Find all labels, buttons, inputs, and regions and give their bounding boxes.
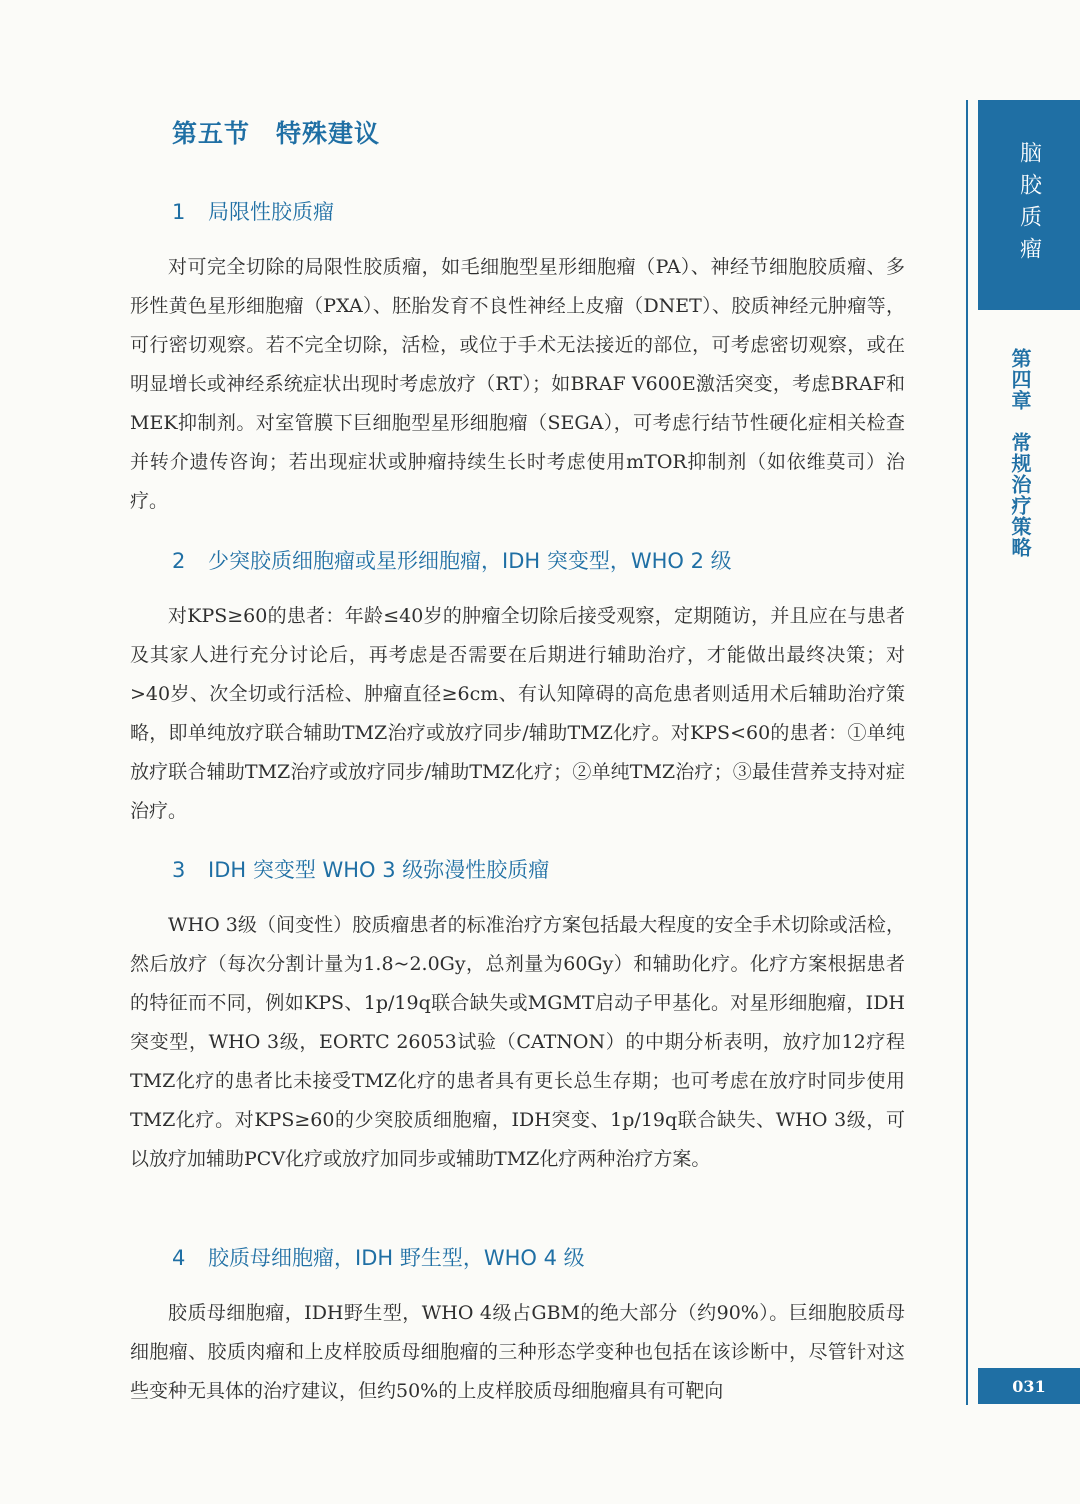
page-number: 031 bbox=[978, 1368, 1080, 1404]
subsection-title: 胶质母细胞瘤，IDH 野生型，WHO 4 级 bbox=[208, 1246, 585, 1270]
section-title: 第五节 特殊建议 bbox=[172, 119, 381, 148]
subsection-heading-4 bbox=[172, 1242, 585, 1272]
subsection-title: 少突胶质细胞瘤或星形细胞瘤，IDH 突变型，WHO 2 级 bbox=[208, 549, 732, 573]
side-tab-title: 脑胶质瘤 bbox=[1016, 141, 1042, 269]
subsection-number: 3 bbox=[172, 858, 186, 882]
subsection-title: IDH 突变型 WHO 3 级弥漫性胶质瘤 bbox=[208, 858, 550, 882]
subsection-heading-3 bbox=[172, 854, 549, 884]
subsection-heading-1 bbox=[172, 196, 334, 226]
side-tab bbox=[978, 100, 1080, 310]
paragraph-3: WHO 3级（间变性）胶质瘤患者的标准治疗方案包括最大程度的安全手术切除或活检，然后放疗（每次分割计量为1.8~2.0Gy，总剂量为60Gy）和辅助化疗。化疗方案根据患者的特征而不同，例如KPS、1p/19q联合缺失或MGMT启动子甲基化。对星形细胞瘤，IDH突变型，WHO 3级，EORTC 26053试验（CATNON）的中期分析表明，放疗加12疗程TMZ化疗的患者比未接受TMZ化疗的患者具有更长总生存期；也可考虑在放疗时同步使用TMZ化疗。对KPS≥60的少突胶质细胞瘤，IDH突变、1p/19q联合缺失、WHO 3级，可以放疗加辅助PCV化疗或放疗加同步或辅助TMZ化疗两种治疗方案。 bbox=[130, 914, 905, 1170]
margin-rule bbox=[966, 100, 968, 1405]
subsection-number: 1 bbox=[172, 200, 186, 224]
subsection-number: 2 bbox=[172, 549, 186, 573]
subsection-number: 4 bbox=[172, 1246, 186, 1270]
chapter-label: 第四章 常规治疗策略 bbox=[1008, 348, 1032, 558]
paragraph-1: 对可完全切除的局限性胶质瘤，如毛细胞型星形细胞瘤（PA）、神经节细胞胶质瘤、多形性黄色星形细胞瘤（PXA）、胚胎发育不良性神经上皮瘤（DNET）、胶质神经元肿瘤等，可行密切观察。若不完全切除，活检，或位于手术无法接近的部位，可考虑密切观察，或在明显增长或神经系统症状出现时考虑放疗（RT）；如BRAF V600E激活突变，考虑BRAF和MEK抑制剂。对室管膜下巨细胞型星形细胞瘤（SEGA），可考虑行结节性硬化症相关检查并转介遗传咨询；若出现症状或肿瘤持续生长时考虑使用mTOR抑制剂（如依维莫司）治疗。 bbox=[130, 256, 905, 512]
paragraph-4: 胶质母细胞瘤，IDH野生型，WHO 4级占GBM的绝大部分（约90%）。巨细胞胶质母细胞瘤、胶质肉瘤和上皮样胶质母细胞瘤的三种形态学变种也包括在该诊断中，尽管针对这些变种无具体的治疗建议，但约50%的上皮样胶质母细胞瘤具有可靶向 bbox=[130, 1302, 905, 1402]
paragraph-2: 对KPS≥60的患者：年龄≤40岁的肿瘤全切除后接受观察，定期随访，并且应在与患者及其家人进行充分讨论后，再考虑是否需要在后期进行辅助治疗，才能做出最终决策；对>40岁、次全切或行活检、肿瘤直径≥6cm、有认知障碍的高危患者则适用术后辅助治疗策略，即单纯放疗联合辅助TMZ治疗或放疗同步/辅助TMZ化疗。对KPS<60的患者：①单纯放疗联合辅助TMZ治疗或放疗同步/辅助TMZ化疗；②单纯TMZ治疗；③最佳营养支持对症治疗。 bbox=[130, 605, 905, 822]
subsection-title: 局限性胶质瘤 bbox=[208, 200, 334, 224]
subsection-heading-2 bbox=[172, 545, 732, 575]
